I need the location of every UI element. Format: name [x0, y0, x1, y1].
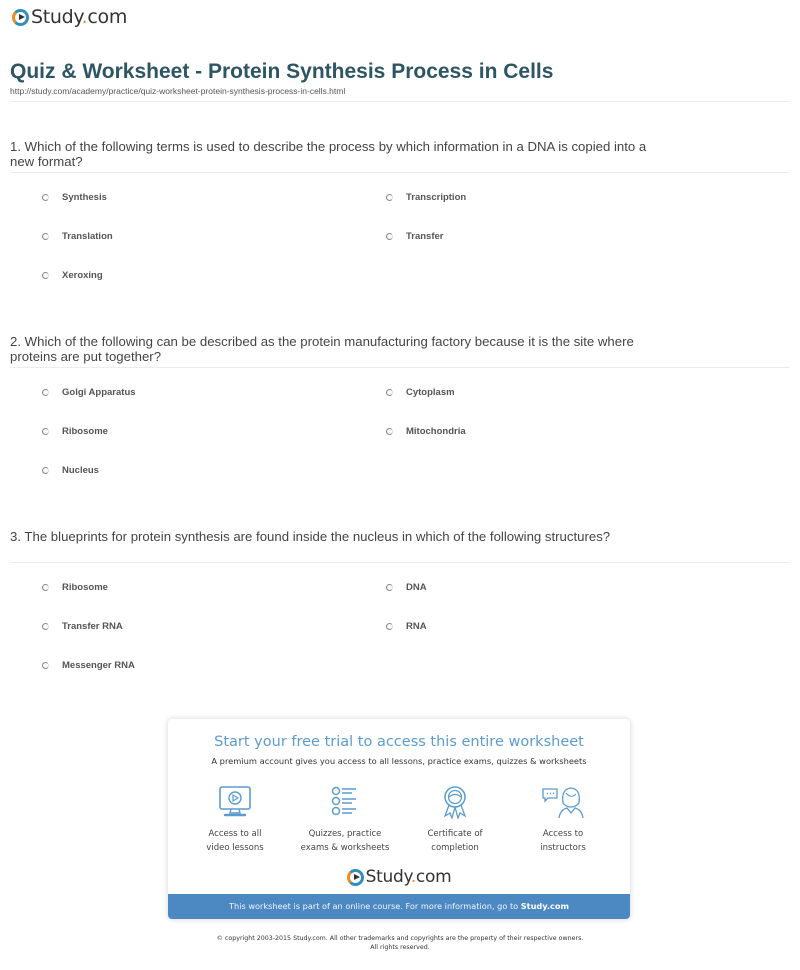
page-url: http://study.com/academy/practice/quiz-worksheet-protein-synthesis-process-in-cells.html — [10, 86, 346, 96]
free-trial-promo — [168, 719, 630, 919]
option-q1-e[interactable]: Xeroxing — [42, 270, 103, 281]
feature-video-lessons: Access to all video lessons — [180, 785, 290, 855]
option-q2-d[interactable]: Mitochondria — [386, 426, 466, 437]
option-q1-a[interactable]: Synthesis — [42, 192, 107, 203]
radio-button[interactable] — [42, 233, 49, 240]
option-q3-e[interactable]: Messenger RNA — [42, 660, 135, 671]
radio-button[interactable] — [42, 194, 49, 201]
radio-button[interactable] — [42, 467, 49, 474]
option-q2-c[interactable]: Ribosome — [42, 426, 108, 437]
course-info-bar: This worksheet is part of an online course. For more information, go to Study.com — [168, 894, 630, 919]
radio-button[interactable] — [42, 662, 49, 669]
radio-button[interactable] — [386, 428, 393, 435]
divider — [10, 367, 790, 368]
option-q3-a[interactable]: Ribosome — [42, 582, 108, 593]
option-q2-b[interactable]: Cytoplasm — [386, 387, 455, 398]
option-q3-b[interactable]: DNA — [386, 582, 427, 593]
logo-text: Study.com — [31, 6, 128, 28]
radio-button[interactable] — [42, 389, 49, 396]
page-title: Quiz & Worksheet - Protein Synthesis Process in Cells — [10, 60, 554, 83]
question-2-text: 2. Which of the following can be described as the protein manufacturing factory because it is the site where proteins are put together? — [10, 334, 634, 364]
radio-button[interactable] — [386, 623, 393, 630]
radio-button[interactable] — [42, 584, 49, 591]
option-q3-c[interactable]: Transfer RNA — [42, 621, 123, 632]
certificate-icon — [437, 785, 473, 819]
video-lesson-icon — [217, 785, 253, 819]
study-logo[interactable] — [12, 6, 127, 28]
option-q3-d[interactable]: RNA — [386, 621, 427, 632]
copyright-notice: © copyright 2003-2015 Study.com. All other trademarks and copyrights are the property of their respective owners. All rights reserved. — [216, 935, 584, 951]
option-q2-a[interactable]: Golgi Apparatus — [42, 387, 136, 398]
promo-title[interactable]: Start your free trial to access this entire worksheet — [214, 734, 584, 750]
instructor-icon — [541, 785, 585, 819]
play-logo-icon — [347, 869, 364, 886]
radio-button[interactable] — [42, 272, 49, 279]
question-3-text: 3. The blueprints for protein synthesis are found inside the nucleus in which of the following structures? — [10, 529, 611, 544]
radio-button[interactable] — [386, 584, 393, 591]
option-q1-b[interactable]: Transcription — [386, 192, 466, 203]
study-link[interactable]: Study.com — [520, 901, 569, 911]
divider — [10, 562, 790, 563]
play-logo-icon — [12, 9, 29, 26]
feature-instructors: Access to instructors — [508, 785, 618, 855]
promo-subtitle: A premium account gives you access to all lessons, practice exams, quizzes & worksheets — [211, 756, 587, 766]
radio-button[interactable] — [386, 194, 393, 201]
promo-study-logo[interactable]: Study.com — [168, 867, 630, 887]
quiz-list-icon — [327, 785, 363, 819]
radio-button[interactable] — [386, 389, 393, 396]
feature-quizzes: Quizzes, practice exams & worksheets — [290, 785, 400, 855]
radio-button[interactable] — [42, 428, 49, 435]
question-1-text: 1. Which of the following terms is used to describe the process by which information in a DNA is copied into a new format? — [10, 139, 647, 169]
feature-certificate: Certificate of completion — [400, 785, 510, 855]
option-q1-d[interactable]: Transfer — [386, 231, 444, 242]
radio-button[interactable] — [42, 623, 49, 630]
option-q1-c[interactable]: Translation — [42, 231, 113, 242]
radio-button[interactable] — [386, 233, 393, 240]
option-q2-e[interactable]: Nucleus — [42, 465, 99, 476]
divider — [10, 101, 790, 102]
divider — [10, 172, 790, 173]
